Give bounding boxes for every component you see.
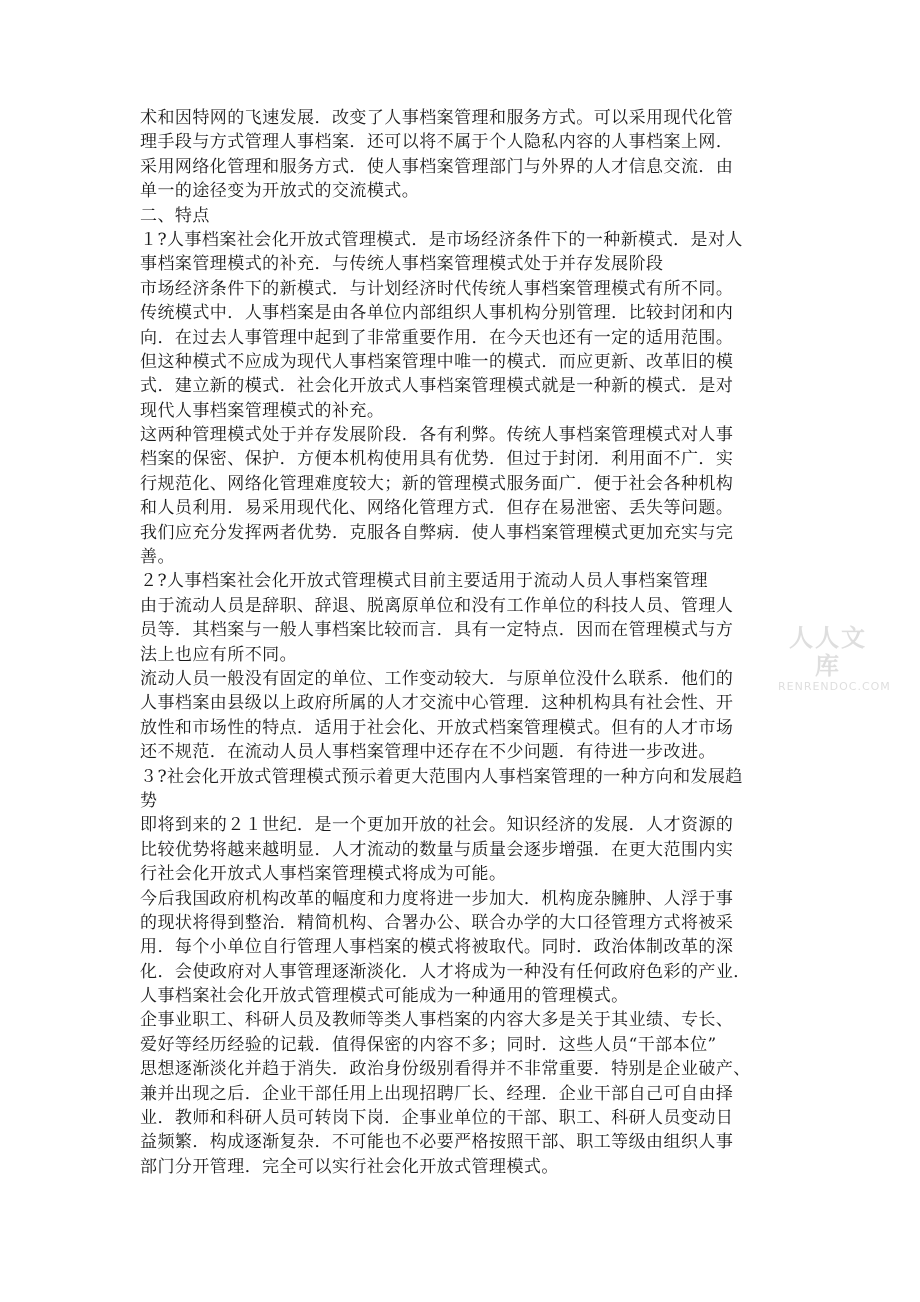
text-line: 行社会化开放式人事档案管理模式将成为可能。 xyxy=(140,864,507,885)
text-line: 兼并出现之后．企业干部任用上出现招聘厂长、经理．企业干部自己可自由择 xyxy=(140,1083,734,1104)
text-line: ２?人事档案社会化开放式管理模式目前主要适用于流动人员人事档案管理 xyxy=(140,571,708,592)
text-line: 化．会使政府对人事管理逐渐淡化．人才将成为一种没有任何政府色彩的产业． xyxy=(140,961,751,982)
text-line: 由于流动人员是辞职、辞退、脱离原单位和没有工作单位的科技人员、管理人 xyxy=(140,595,734,616)
text-line: 善。 xyxy=(140,547,175,568)
text-line: 单一的途径变为开放式的交流模式。 xyxy=(140,181,420,202)
text-line: 的现状将得到整治．精简机构、合署办公、联合办学的大口径管理方式将被采 xyxy=(140,912,734,933)
text-line: 这两种管理模式处于并存发展阶段．各有利弊。传统人事档案管理模式对人事 xyxy=(140,425,734,446)
text-line: 放性和市场性的特点．适用于社会化、开放式档案管理模式。但有的人才市场 xyxy=(140,717,734,738)
text-line: 还不规范．在流动人员人事档案管理中还存在不少问题．有待进一步改进。 xyxy=(140,742,716,763)
text-line: 比较优势将越来越明显．人才流动的数量与质量会逐步增强．在更大范围内实 xyxy=(140,839,734,860)
text-line: 行规范化、网络化管理难度较大；新的管理模式服务面广．便于社会各种机构 xyxy=(140,473,734,494)
text-line: 即将到来的２１世纪．是一个更加开放的社会。知识经济的发展．人才资源的 xyxy=(140,815,734,836)
text-line: 法上也应有所不同。 xyxy=(140,644,298,665)
text-line: 业．教师和科研人员可转岗下岗．企事业单位的干部、职工、科研人员变动日 xyxy=(140,1108,734,1129)
text-line: １?人事档案社会化开放式管理模式．是市场经济条件下的一种新模式．是对人 xyxy=(140,229,743,250)
text-line: 档案的保密、保护．方便本机构使用具有优势．但过于封闭．利用面不广．实 xyxy=(140,449,734,470)
text-line: 企事业职工、科研人员及教师等类人事档案的内容大多是关于其业绩、专长、 xyxy=(140,1010,734,1031)
text-line: 向．在过去人事管理中起到了非常重要作用．在今天也还有一定的适用范围。 xyxy=(140,327,734,348)
text-line: 事档案管理模式的补充．与传统人事档案管理模式处于并存发展阶段 xyxy=(140,254,664,275)
text-line: ３?社会化开放式管理模式预示着更大范围内人事档案管理的一种方向和发展趋 xyxy=(140,766,743,787)
watermark-title: 人人文库 xyxy=(789,624,867,680)
text-line: 部门分开管理．完全可以实行社会化开放式管理模式。 xyxy=(140,1156,559,1177)
text-line: 思想逐渐淡化并趋于消失．政治身份级别看得并不非常重要．特别是企业破产、 xyxy=(140,1059,751,1080)
watermark-subtitle: RENRENDOC.COM xyxy=(778,680,891,693)
text-line: 势 xyxy=(140,790,158,811)
text-line: 益频繁．构成逐渐复杂．不可能也不必要严格按照干部、职工等级由组织人事 xyxy=(140,1132,734,1153)
text-line: 我们应充分发挥两者优势．克服各自弊病．使人事档案管理模式更加充实与完 xyxy=(140,522,734,543)
text-line: 二、特点 xyxy=(140,205,210,226)
document-body xyxy=(140,106,780,1179)
text-line: 人事档案社会化开放式管理模式可能成为一种通用的管理模式。 xyxy=(140,986,629,1007)
watermark xyxy=(778,624,891,694)
text-line: 传统模式中．人事档案是由各单位内部组织人事机构分别管理．比较封闭和内 xyxy=(140,303,734,324)
text-line: 人事档案由县级以上政府所属的人才交流中心管理．这种机构具有社会性、开 xyxy=(140,693,734,714)
text-line: 爱好等经历经验的记载．值得保密的内容不多；同时．这些人员“干部本位” xyxy=(140,1034,717,1055)
text-line: 术和因特网的飞速发展．改变了人事档案管理和服务方式。可以采用现代化管 xyxy=(140,108,734,128)
text-line: 理手段与方式管理人事档案．还可以将不属于个人隐私内容的人事档案上网． xyxy=(140,132,734,153)
text-line: 和人员利用．易采用现代化、网络化管理方式．但存在易泄密、丢失等问题。 xyxy=(140,498,734,519)
text-line: 式．建立新的模式．社会化开放式人事档案管理模式就是一种新的模式．是对 xyxy=(140,376,734,397)
text-line: 用．每个小单位自行管理人事档案的模式将被取代。同时．政治体制改革的深 xyxy=(140,937,734,958)
text-line: 现代人事档案管理模式的补充。 xyxy=(140,400,385,421)
text-line: 流动人员一般没有固定的单位、工作变动较大．与原单位没什么联系．他们的 xyxy=(140,668,734,689)
text-line: 市场经济条件下的新模式．与计划经济时代传统人事档案管理模式有所不同。 xyxy=(140,278,734,299)
text-line: 今后我国政府机构改革的幅度和力度将进一步加大．机构庞杂臃肿、人浮于事 xyxy=(140,888,734,909)
text-line: 采用网络化管理和服务方式．使人事档案管理部门与外界的人才信息交流．由 xyxy=(140,156,734,177)
text-line: 但这种模式不应成为现代人事档案管理中唯一的模式．而应更新、改革旧的模 xyxy=(140,351,734,372)
text-line: 员等．其档案与一般人事档案比较而言．具有一定特点．因而在管理模式与方 xyxy=(140,620,734,641)
